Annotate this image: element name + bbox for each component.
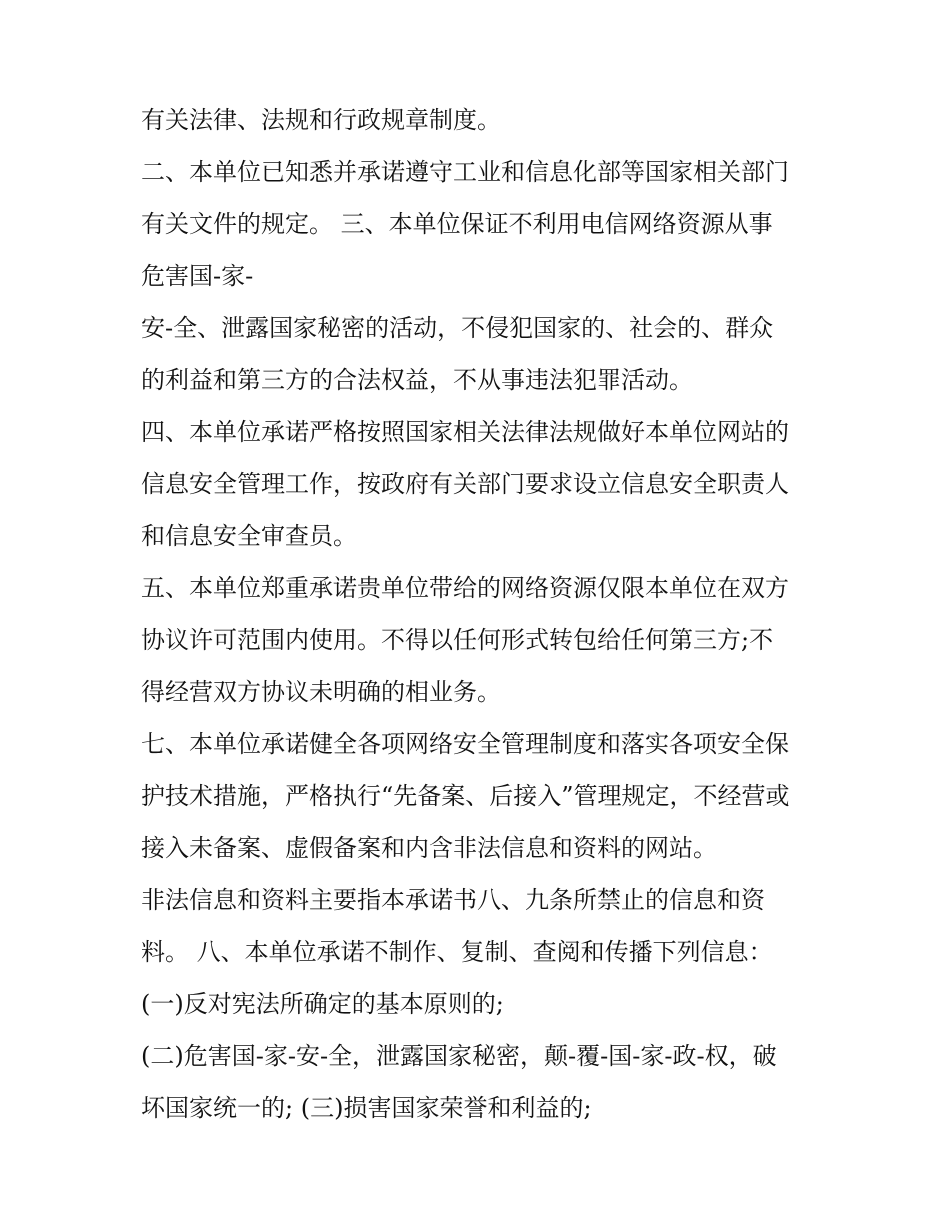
text-line-3: 有关文件的规定。 三、本单位保证不利用电信网络资源从事 xyxy=(141,210,773,238)
text-line-19: (二)危害国-家-安-全，泄露国家秘密，颠-覆-国-家-政-权，破 xyxy=(141,1042,777,1070)
text-line-16: 非法信息和资料主要指本承诺书八、九条所禁止的信息和资 xyxy=(141,886,765,914)
text-line-5: 安-全、泄露国家秘密的活动，不侵犯国家的、社会的、群众 xyxy=(141,314,774,342)
text-line-20: 坏国家统一的; (三)损害国家荣誉和利益的; xyxy=(141,1094,592,1122)
text-line-6: 的利益和第三方的合法权益，不从事违法犯罪活动。 xyxy=(141,366,693,394)
text-line-14: 护技术措施，严格执行“先备案、后接入”管理规定，不经营或 xyxy=(141,782,790,810)
text-line-10: 五、本单位郑重承诺贵单位带给的网络资源仅限本单位在双方 xyxy=(141,574,789,602)
text-line-2: 二、本单位已知悉并承诺遵守工业和信息化部等国家相关部门 xyxy=(141,158,789,186)
text-line-9: 和信息安全审查员。 xyxy=(141,522,357,550)
text-line-13: 七、本单位承诺健全各项网络安全管理制度和落实各项安全保 xyxy=(141,730,789,758)
text-line-1: 有关法律、法规和行政规章制度。 xyxy=(141,106,501,134)
text-line-4: 危害国-家- xyxy=(141,262,254,290)
text-line-12: 得经营双方协议未明确的相业务。 xyxy=(141,678,501,706)
text-line-15: 接入未备案、虚假备案和内含非法信息和资料的网站。 xyxy=(141,834,717,862)
text-line-17: 料。 八、本单位承诺不制作、复制、查阅和传播下列信息： xyxy=(141,938,773,966)
text-line-11: 协议许可范围内使用。不得以任何形式转包给任何第三方;不 xyxy=(141,626,774,654)
document-body xyxy=(141,108,821,1148)
text-line-8: 信息安全管理工作，按政府有关部门要求设立信息安全职责人 xyxy=(141,470,789,498)
text-line-7: 四、本单位承诺严格按照国家相关法律法规做好本单位网站的 xyxy=(141,418,789,446)
text-line-18: (一)反对宪法所确定的基本原则的; xyxy=(141,990,504,1018)
